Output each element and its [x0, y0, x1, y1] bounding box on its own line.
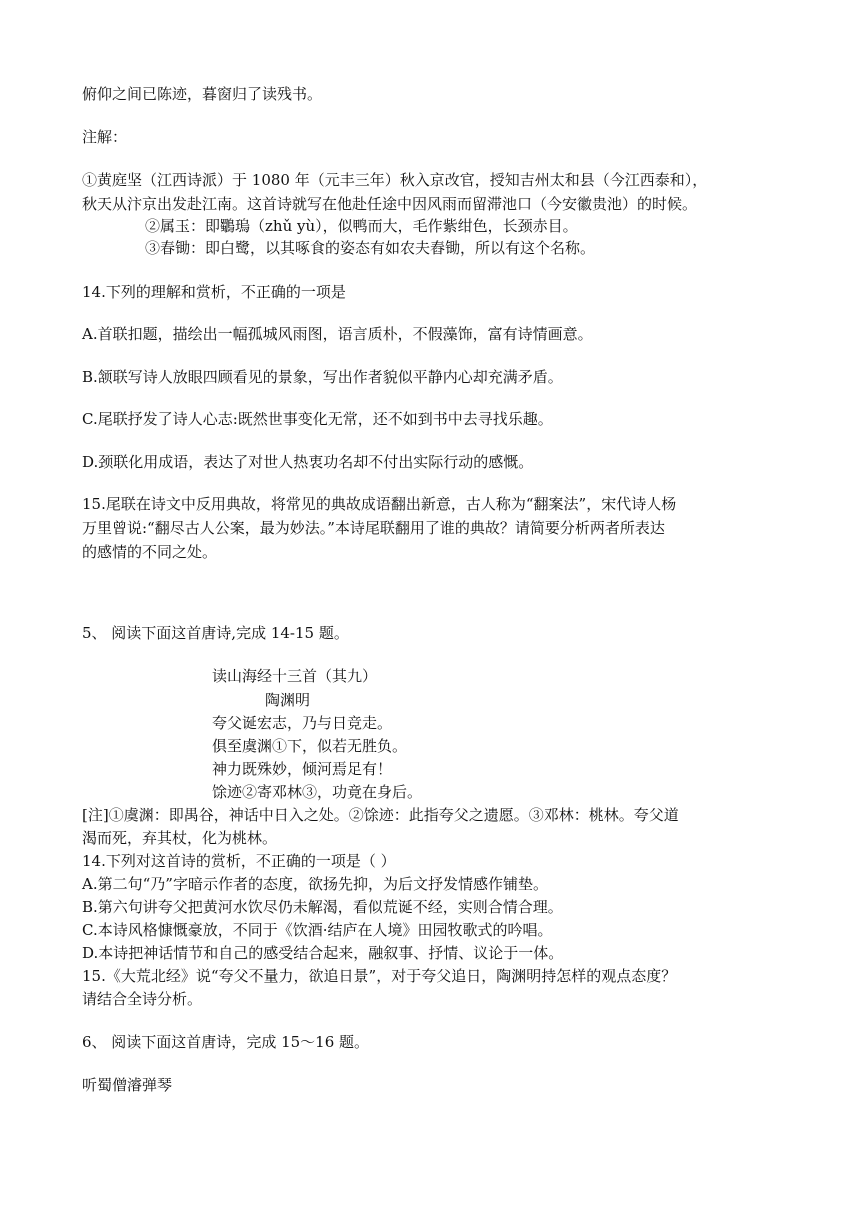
section-5-option-b: B.第六句讲夸父把黄河水饮尽仍未解渴，看似荒诞不经，实则合情合理。 — [82, 898, 563, 916]
poem-line: 神力既殊妙，倾河焉足有！ — [212, 760, 393, 778]
section-5-question-14: 14.下列对这首诗的赏析，不正确的一项是（ ） — [82, 852, 396, 870]
section-5-option-a: A.第二句“乃”字暗示作者的态度，欲扬先抑，为后文抒发情感作铺垫。 — [82, 875, 548, 893]
poem-line: 夸父诞宏志，乃与日竞走。 — [212, 714, 393, 732]
notes-heading: 注解： — [82, 128, 128, 146]
poem-last-line: 俯仰之间已陈迹，暮窗归了读残书。 — [82, 85, 323, 103]
section-5-option-d: D.本诗把神话情节和自己的感受结合起来，融叙事、抒情、议论于一体。 — [82, 944, 564, 962]
poem-line: 馀迹②寄邓林③，功竟在身后。 — [212, 783, 423, 801]
question-14-stem: 14.下列的理解和赏析，不正确的一项是 — [82, 283, 346, 301]
question-14-option-c: C.尾联抒发了诗人心志:既然世事变化无常，还不如到书中去寻找乐趣。 — [82, 410, 553, 428]
section-5-title: 5、 阅读下面这首唐诗,完成 14-15 题。 — [82, 624, 349, 642]
poem-title: 读山海经十三首（其九） — [212, 667, 378, 685]
section-6-title: 6、 阅读下面这首唐诗，完成 15～16 题。 — [82, 1033, 370, 1051]
note-3: ③春锄：即白鹭，以其啄食的姿态有如农夫舂锄，所以有这个名称。 — [145, 239, 596, 257]
section-5-question-15-line-2: 请结合全诗分析。 — [82, 990, 203, 1008]
question-15-line-3: 的感情的不同之处。 — [82, 543, 218, 561]
note-1-line-2: 秋天从汴京出发赴江南。这首诗就写在他赴任途中因风雨而留滞池口（今安徽贵池）的时候。 — [82, 195, 698, 213]
question-14-option-d: D.颈联化用成语，表达了对世人热衷功名却不付出实际行动的感慨。 — [82, 453, 534, 471]
question-15-line-1: 15.尾联在诗文中反用典故，将常见的典故成语翻出新意，古人称为“翻案法”，宋代诗人杨 — [82, 495, 677, 513]
poem-note-line-1: [注]①虞渊：即禺谷，神话中日入之处。②馀迹：此指夸父之遗愿。③邓林：桃林。夸父道 — [82, 806, 679, 824]
poem-note-line-2: 渴而死，弃其杖，化为桃林。 — [82, 829, 278, 847]
poem-line: 俱至虞渊①下，似若无胜负。 — [212, 737, 408, 755]
note-2: ②属玉：即鸀瑦（zhǔ yù），似鸭而大，毛作紫绀色，长颈赤目。 — [145, 217, 578, 235]
note-1-line-1: ①黄庭坚（江西诗派）于 1080 年（元丰三年）秋入京改官，授知吉州太和县（今江西泰和）， — [82, 171, 708, 189]
question-14-option-b: B.颔联写诗人放眼四顾看见的景象，写出作者貌似平静内心却充满矛盾。 — [82, 368, 563, 386]
section-5-option-c: C.本诗风格慷慨豪放，不同于《饮酒·结庐在人境》田园牧歌式的吟唱。 — [82, 921, 553, 939]
section-6-poem-title: 听蜀僧濬弹琴 — [82, 1076, 173, 1094]
poem-author: 陶渊明 — [265, 691, 311, 709]
question-14-option-a: A.首联扣题，描绘出一幅孤城风雨图，语言质朴，不假藻饰，富有诗情画意。 — [82, 325, 593, 343]
question-15-line-2: 万里曾说:“翻尽古人公案，最为妙法。”本诗尾联翻用了谁的典故？请简要分析两者所表达 — [82, 519, 665, 537]
section-5-question-15-line-1: 15.《大荒北经》说“夸父不量力，欲追日景”，对于夸父追日，陶渊明持怎样的观点态度？ — [82, 967, 677, 985]
